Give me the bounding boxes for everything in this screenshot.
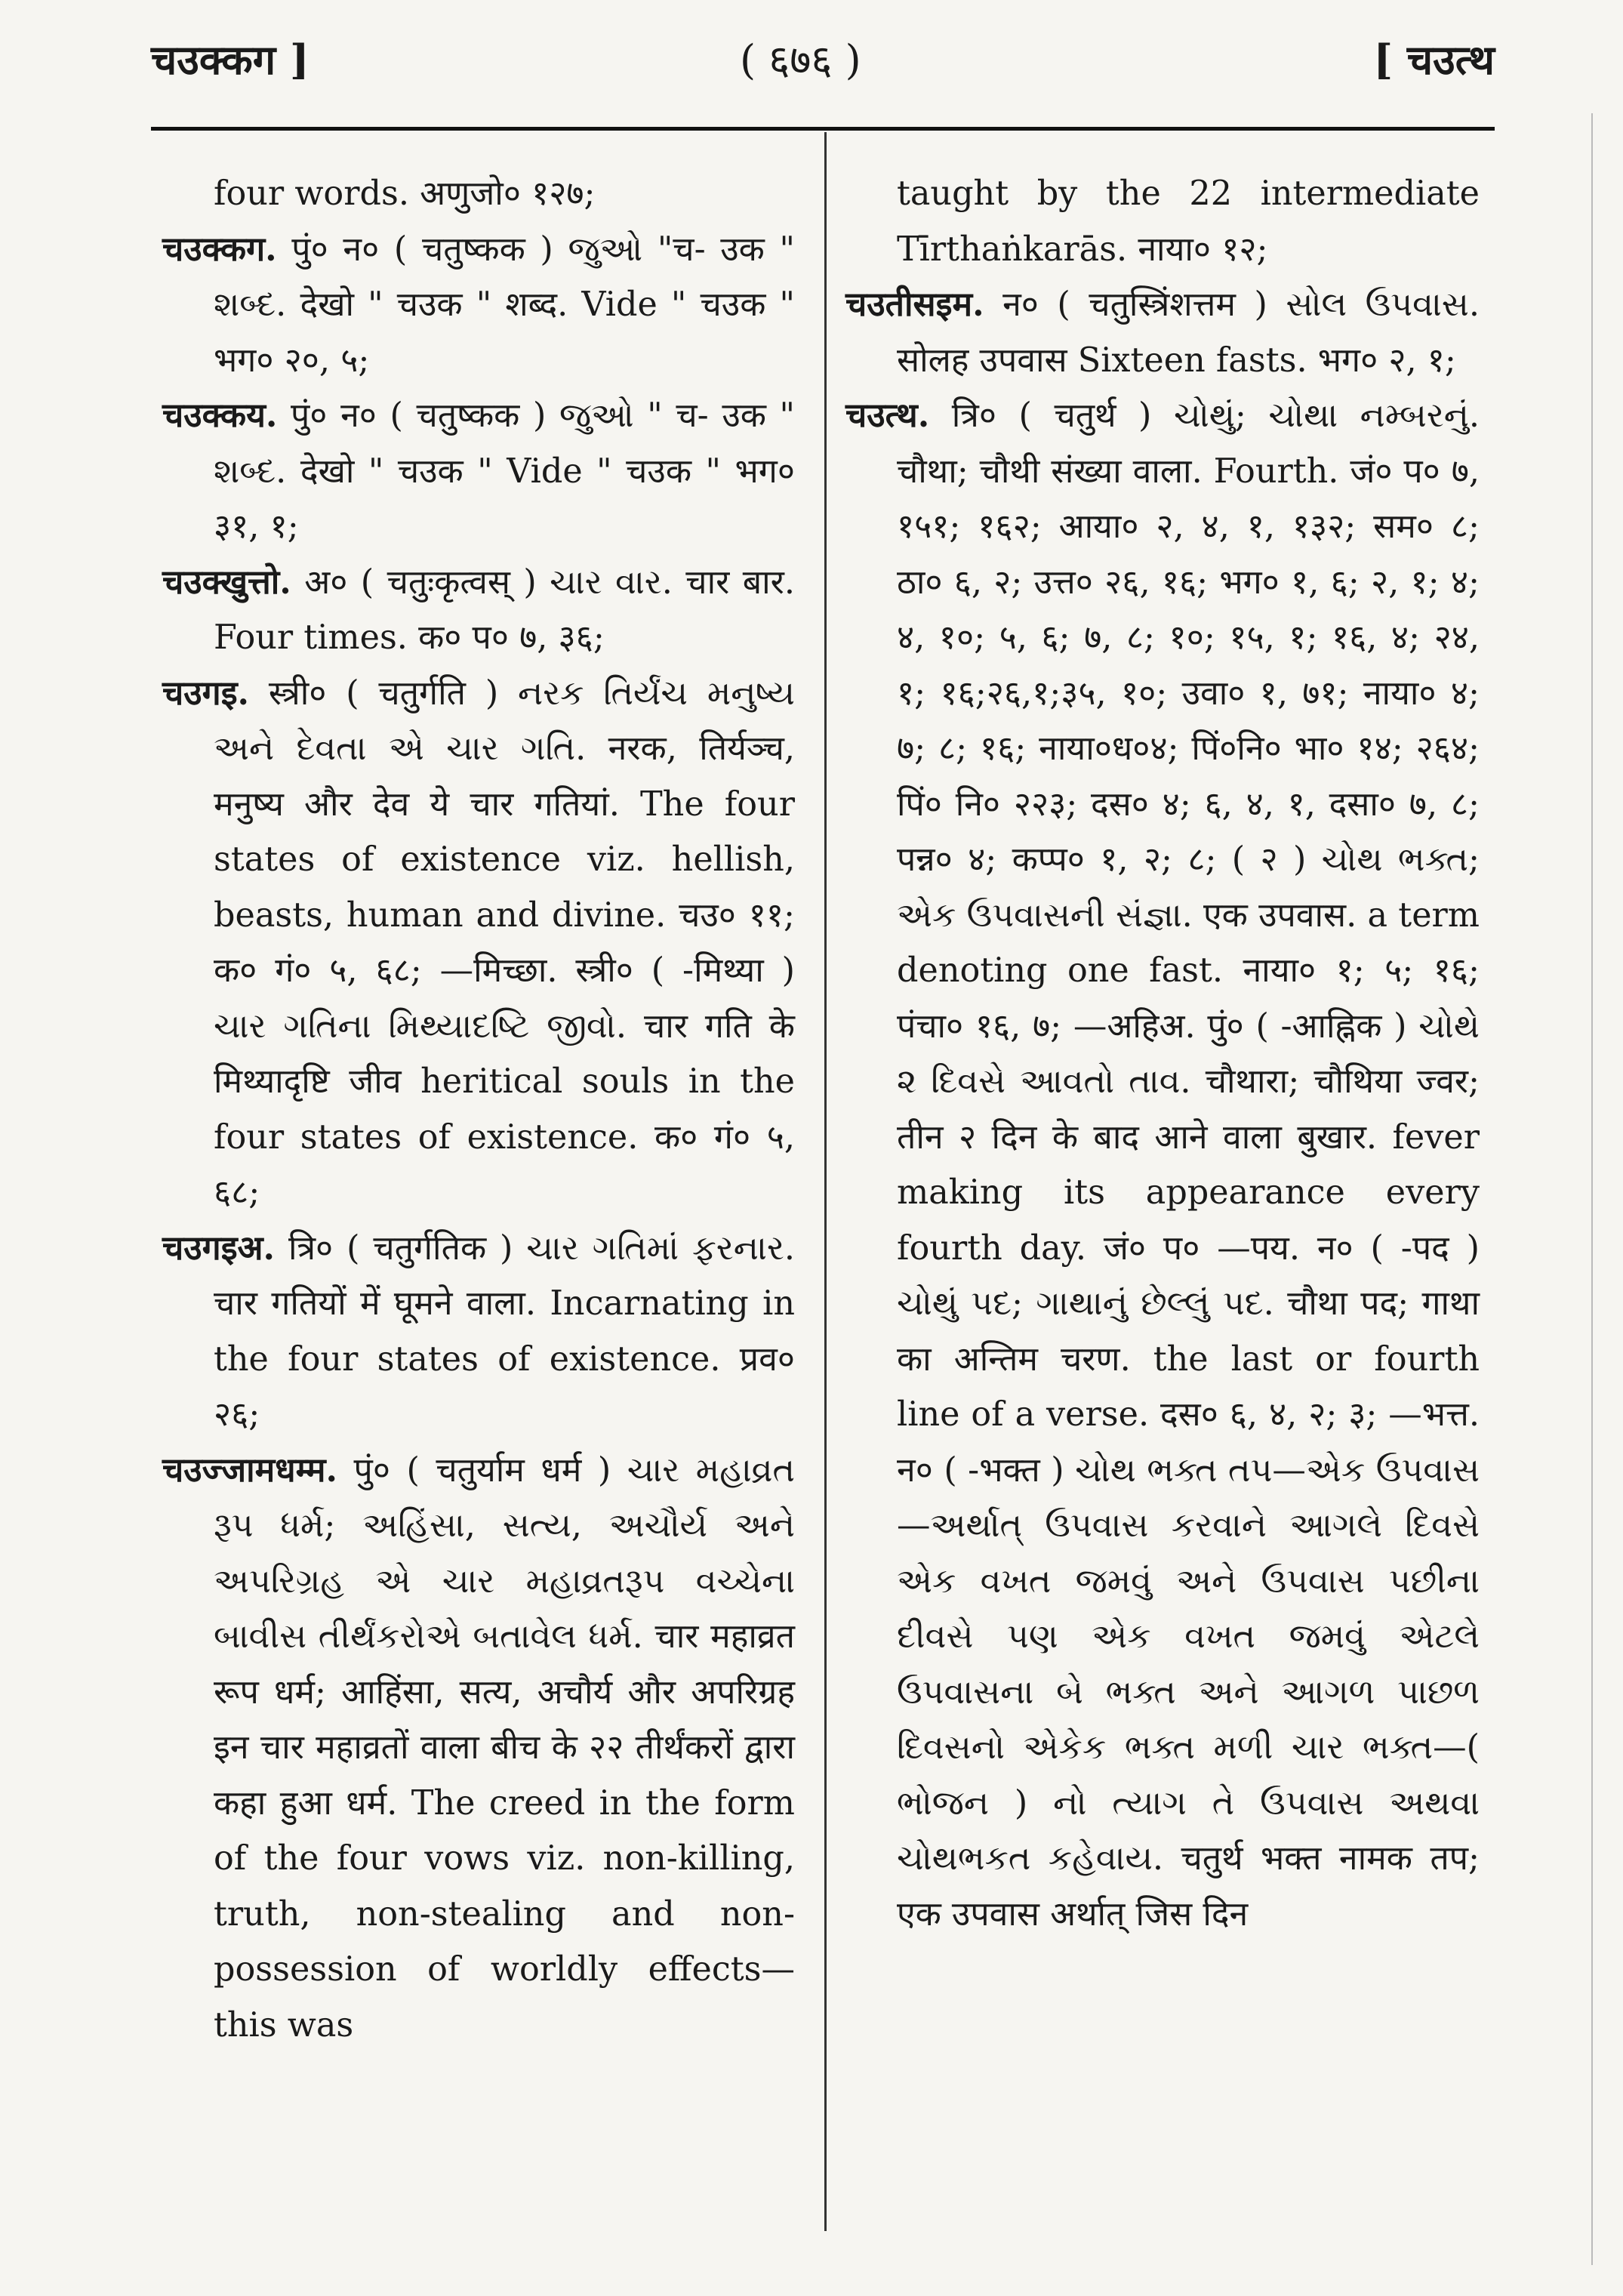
continuation-text: taught by the 22 intermediate Tīrthaṅkarās. नाया० १२;	[897, 174, 1480, 269]
dictionary-entry	[162, 1221, 795, 1443]
entry-definition: पुं० ( चतुर्याम धर्म ) ચાર મહાવ્રત રૂપ ધર્મ; અહિંસા, સત્ય, અચૌર્ય અને અપરિગ્રહ એ ચાર મહાવ્રતરૂપ વચ્ચેના બાવીસ તીર્થંકરોએ બતાવેલ ધર્મ. चार महाव्रत रूप धर्म; आहिंसा, सत्य, अचौर्य और अपरिग्रह इन चार महाव्रतों वाला बीच के २२ तीर्थंकरों द्वारा कहा हुआ धर्म. The creed in the form of the four vows viz. non-killing, truth, non-stealing and non-possession of worldly effects—this was	[214, 1450, 795, 2045]
headword: चउगइ.	[162, 673, 250, 713]
dictionary-entry	[162, 666, 795, 1221]
page-edge-line	[1591, 113, 1593, 2265]
left-column	[162, 166, 795, 2053]
dictionary-entry	[162, 222, 795, 389]
header-right-guideword: [ चउत्थ	[1373, 35, 1495, 84]
headword: चउज्जामधम्म.	[162, 1450, 338, 1490]
entry-definition: न० ( चतुस्त्रिंशत्तम ) સોલ ઉપવાસ. सोलह उपवास Sixteen fasts. भग० २, १;	[897, 285, 1480, 380]
entry-definition: अ० ( चतुःकृत्वस् ) ચાર વાર. चार बार. Four times. क० प० ७, ३६;	[214, 562, 795, 657]
entry-definition: त्रि० ( चतुर्गतिक ) ચાર ગતિમાં ફરનાર. चार गतियों में घूमने वाला. Incarnating in the four states of existence. प्रव० २६;	[214, 1228, 795, 1434]
header-rule	[151, 127, 1495, 131]
right-column	[845, 166, 1480, 1942]
dictionary-entry	[162, 1443, 795, 2054]
headword: चउक्कग.	[162, 229, 277, 269]
header-left-guideword: चउक्कग ]	[151, 35, 310, 84]
headword: चउगइअ.	[162, 1228, 276, 1268]
dictionary-entry	[845, 277, 1480, 388]
dictionary-entry	[162, 388, 795, 555]
headword: चउतीसइम.	[845, 285, 984, 324]
entry-definition: स्त्री० ( चतुर्गति ) નરક તિર્યંચ મનુષ્ય અને દેવતા એ ચાર ગતિ. नरक, तिर्यञ्च, मनुष्य और देव ये चार गतियां. The four states of existence viz. hellish, beasts, human and divine. चउ० ११; क० गं० ५, ६८; —मिच्छा. स्त्री० ( -मिथ्या ) ચાર ગતિના મિથ્યાદષ્ટિ જીવો. चार गति के मिथ्यादृष्टि जीव heritical souls in the four states of existence. क० गं० ५, ६८;	[214, 673, 795, 1212]
entry-definition: पुं० न० ( चतुष्कक ) જુઓ " च- उक " શબ્દ. देखो " चउक " Vide " चउक " भग० ३१, १;	[214, 396, 795, 546]
dictionary-entry	[162, 555, 795, 666]
entry-definition: पुं० न० ( चतुष्कक ) જુઓ "च- उक " શબ્દ. देखो " चउक " शब्द. Vide " चउक " भग० २०, ५;	[214, 230, 795, 380]
entry-definition: त्रि० ( चतुर्थ ) ચોથું; ચોથા નમ્બરનું. चौथा; चौथी संख्या वाला. Fourth. जं० प० ७, १५१; १६२; आया० २, ४, १, १३२; सम० ८; ठा० ६, २; उत्त० २६, १६; भग० १, ६; २, १; ४; ४, १०; ५, ६; ७, ८; १०; १५, १; १६, ४; २४, १; १६;२६,१;३५, १०; उवा० १, ७१; नाया० ४; ७; ८; १६; नाया०ध०४; पिं०नि० भा० १४; २६४; पिं० नि० २२३; दस० ४; ६, ४, १, दसा० ७, ८; पन्न० ४; कप्प० १, २; ८; ( २ ) ચોથ ભક્ત; એક ઉપવાસની સંજ્ઞા. एक उपवास. a term denoting one fast. नाया० १; ५; १६; पंचा० १६, ७; —अहिअ. पुं० ( -आह्निक ) ચોથે ૨ દિવસે આવતો તાવ. चौथारा; चौथिया ज्वर; तीन २ दिन के बाद आने वाला बुखार. fever making its appearance every fourth day. जं० प० —पय. न० ( -पद ) ચોથું પદ; ગાથાનું છેલ્લું પદ. चौथा पद; गाथा का अन्तिम चरण. the last or fourth line of a verse. दस० ६, ४, २; ३; —भत्त. न० ( -भक्त ) ચોથ ભક્ત તપ—એક ઉપવાસ—અર્થાત્ ઉપવાસ કરવાને આગલે દિવસે એક વખત જમવું અને ઉપવાસ પછીના દીવસે પણ એક વખત જમવું એટલે ઉપવાસના બે ભક્ત અને આગળ પાછળ દિવસનો એકેક ભક્ત મળી ચાર ભક્ત—( ભોજન ) નો ત્યાગ તે ઉપવાસ અથવા ચોથભકત કહેવાય. चतुर्थ भक्त नामक तप; एक उपवास अर्थात् जिस दिन	[897, 396, 1480, 1934]
headword: चउक्खुत्तो.	[162, 562, 291, 602]
continuation-text: four words. अणुजो० १२७;	[214, 174, 596, 213]
headword: चउत्थ.	[845, 396, 930, 435]
page-header	[151, 30, 1495, 98]
dictionary-entry	[845, 388, 1480, 1942]
column-divider	[824, 132, 827, 2231]
page-number: ( ६७६ )	[740, 36, 861, 84]
headword: चउक्कय.	[162, 396, 278, 435]
